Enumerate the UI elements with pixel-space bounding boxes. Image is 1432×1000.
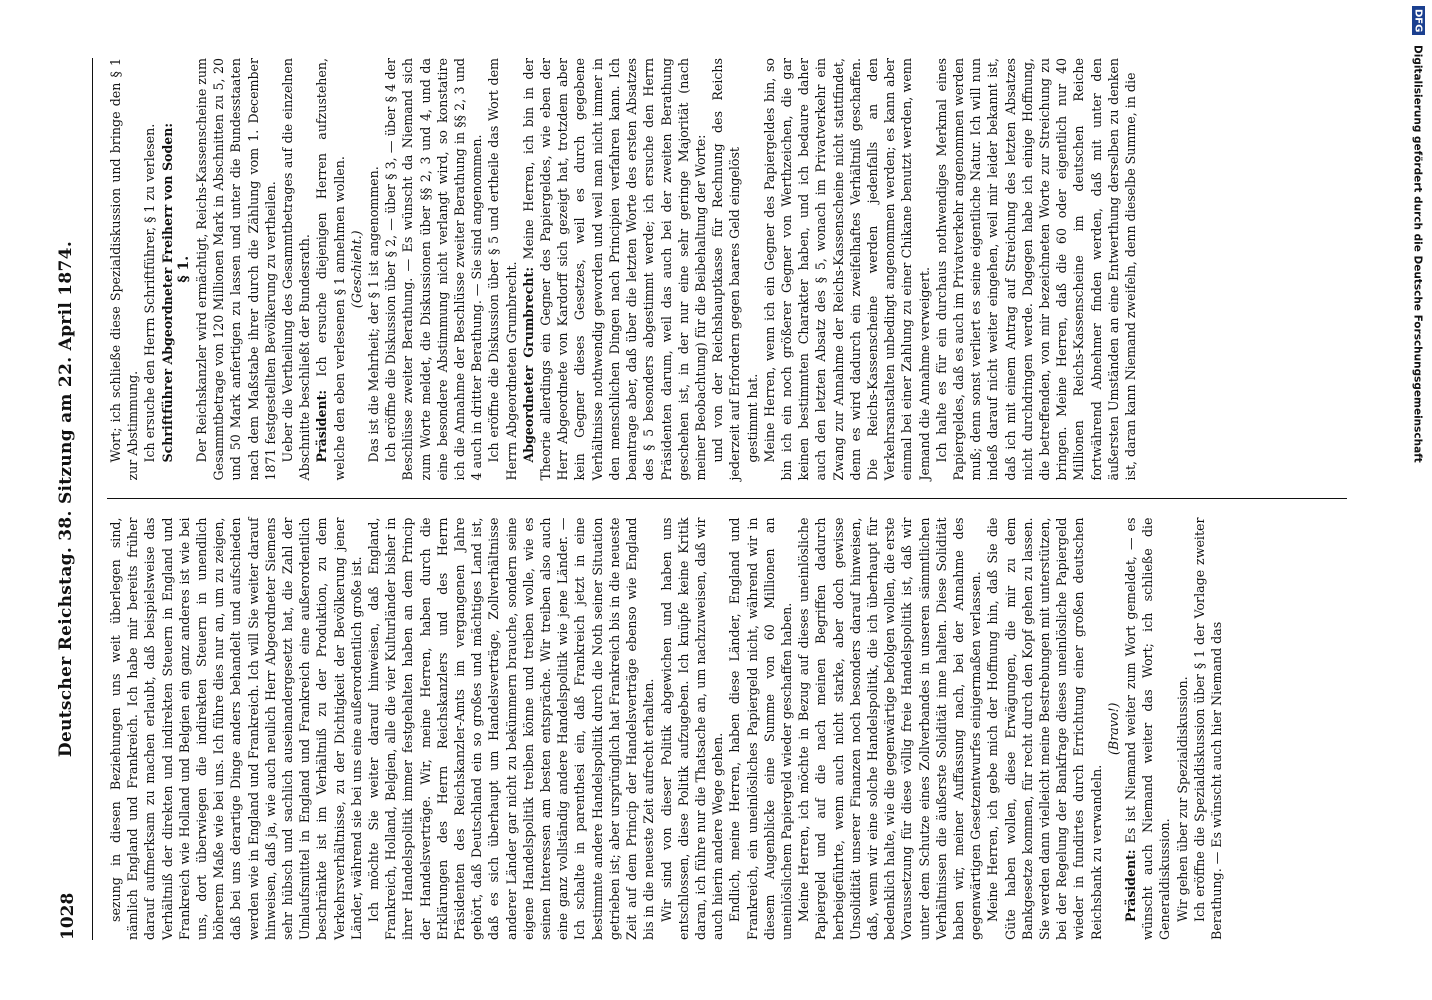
page-number: 1028 [58, 892, 78, 940]
speech-text: Ich ersuche diejenigen Herren aufzustehen, welche den eben verlesenen § 1 annehmen wollen. [314, 58, 347, 481]
body-paragraph: Wort; ich schließe diese Spezialdiskussion und bringe den § 1 zur Abstimmung. [108, 58, 141, 481]
speaker-paragraph [520, 58, 709, 481]
right-column [107, 58, 1347, 481]
running-title: Deutscher Reichstag. 38. Sitzung am 22. April 1874. [56, 240, 76, 758]
speaker-name: Präsident: [1122, 849, 1138, 922]
text-columns [107, 58, 1347, 940]
speaker-paragraph [159, 58, 176, 481]
body-paragraph: Ich halte es für ein durchaus nothwendiges Merkmal eines Papiergeldes, daß es auch im Privatverkehr angenommen werden muß; denn sonst verliert es seine eigentliche Natur. Ich will nun indeß darauf nicht weiter eingehen, weil mir leider bekannt ist, daß ich mit einem Antrag auf Streichung des letzten Absatzes nicht durchdringen werde. Dagegen habe ich einige Hoffnung, die betreffenden, von mir bezeichneten Worte zur Streichung zu bringen. Meine Herren, daß die 60 oder eigentlich nur 40 Millionen Reichs-Kassenscheine im deutschen Reiche fortwährend Abnehmer finden werden, daß mit unter den äußersten Umständen an eine Entwerthung derselben zu denken ist, daran kann Niemand zweifeln, denn dieselbe Summe, in die [933, 58, 1138, 481]
body-paragraph: Ich möchte Sie weiter darauf hinweisen, daß England, Frankreich, Holland, Belgien, alle die vier Kulturländer bisher in ihrer Handelspolitik immer festgehalten haben an dem Princip der Handelsverträge. Wir, meine Herren, haben durch die Erklärungen des Herrn Reichskanzlers und des Herrn Präsidenten des Reichskanzler-Amts im vergangenen Jahre gehört, daß Deutschland ein so großes und mächtiges Land ist, daß es sich überhaupt um Handelsverträge, Zollverhältnisse anderer Länder gar nicht zu bekümmern brauche, sondern seine eigene Handelspolitik treiben könne und treiben wolle, wie es seinen Interessen am besten entspräche. Wir treiben also auch eine ganz vollständig andere Handelspolitik wie jene Länder. — Ich schalte in parenthesi ein, daß Frankreich jetzt in eine bestimmte andere Handelspolitik durch die Noth seiner Situation getrieben ist; aber ursprünglich hat Frankreich bis in die neueste Zeit auf dem Princip der Handelsverträge ebenso wie England bis in die neueste Zeit aufrecht erhalten. [366, 517, 657, 940]
body-paragraph: Wir gehen über zur Spezialdiskussion. [1174, 676, 1190, 922]
body-paragraph: Ich eröffne die Diskussion über § 2, — über § 3, — über § 4 der Beschlüsse zweiter Berathung. — Es wünscht da Niemand sich zum Worte meldet, die Diskussionen über §§ 2, 3 und 4, und da eine besondere Abstimmung nicht verlangt wird, so konstatire ich die Annahme der Beschlüsse zweiter Berathung in §§ 2, 3 und 4 auch in dritter Berathung. — Sie sind angenommen. [383, 58, 485, 481]
speech-text: Es ist Niemand weiter zum Wort gemeldet, — es wünscht auch Niemand weiter das Wort; ich schließe die Generaldiskussion. [1122, 517, 1173, 940]
body-paragraph: Ich eröffne die Spezialdiskussion über § 1 der Vorlage zweiter Berathung. — Es wünscht auch hier Niemand das [1191, 517, 1224, 940]
interjection: (Bravo!) [1105, 702, 1121, 755]
left-column [107, 518, 1347, 941]
body-paragraph: Ich eröffne die Diskussion über § 5 und ertheile das Wort dem Herrn Abgeordneten Grumbrecht. [486, 58, 519, 481]
body-paragraph: Wir sind von dieser Politik abgewichen und haben uns entschlossen, diese Politik aufzugeben. Ich knüpfe keine Kritik daran, ich führe nur die Thatsache an, um nachzuweisen, daß wir auch hierin andere Wege gehen. [658, 517, 726, 940]
dfg-logo: DFG [1412, 6, 1425, 35]
speaker-paragraph [313, 58, 347, 481]
body-paragraph: Das ist die Mehrheit; der § 1 ist angenommen. [366, 166, 382, 463]
speaker-paragraph [1122, 518, 1174, 941]
speaker-name: Präsident: [314, 389, 330, 463]
speaker-name: Schriftführer Abgeordneter Freiherr von Soden: [159, 122, 175, 463]
body-paragraph: Ueber die Vertheilung des Gesammtbetrages auf die einzelnen Abschnitte beschließt der Bundesrath. [280, 58, 313, 481]
body-paragraph: Meine Herren, wenn ich ein Gegner des Papiergeldes bin, so bin ich ein noch größerer Gegner von Werthzeichen, die gar keinen bestimmten Charakter haben, und ich bedaure daher auch den letzten Absatz des § 5, wonach im Privatverkehr ein Zwang zur Annahme der Reichs-Kassenscheine nicht stattfindet, denn es wird dadurch ein zweifelhaftes Verhältniß geschaffen. Die Reichs-Kassenscheine werden jedenfalls an den Verkehrsanstalten unbedingt angenommen werden; es kann aber einmal bei einer Zahlung zu einer Chikane benutzt werden, wenn Jemand die Annahme verweigert. [761, 58, 932, 481]
section-mark: § 1. [175, 255, 192, 283]
stamp-text: Digitalisierung gefördert durch die Deutsche Forschungsgemeinschaft [1411, 45, 1424, 463]
speaker-name: Abgeordneter Grumbrecht: [520, 266, 536, 463]
body-paragraph: sezung in diesen Beziehungen uns weit überlegen sind, nämlich England und Frankreich. Ich habe mir bereits früher darauf aufmerksam zu machen erlaubt, daß beispielsweise das Verhältniß der direkten und indirekten Steuern in England und Frankreich wie Holland und Belgien ein ganz anderes ist wie bei uns, dort überwiegen die indirekten Steuern in unendlich höherem Maße wie bei uns. Ich führe dies nur an, um zu zeigen, daß bei uns derartige Dinge anders behandelt und aufschieden werden wie in England und Frankreich. Ich will Sie weiter darauf hinweisen, daß ja, wie auch neulich Herr Abgeordneter Siemens sehr hübsch und sachlich auseinandergesetzt hat, die Zahl der Umlaufsmittel in England und Frankreich eine außerordentlich beschränkte ist im Verhältniß zu der Produktion, zu dem Verkehrsverhältnisse, zu der Dichtigkeit der Bevölkerung jener Länder, während sie bei uns eine außerordentlich große ist. [108, 517, 364, 940]
body-paragraph: gestimmt hat. [744, 373, 760, 463]
digitization-stamp [1407, 6, 1429, 996]
body-paragraph: Endlich, meine Herren, haben diese Länder, England und Frankreich, ein uneinlösliches Papiergeld nicht, während wir in diesem Augenblicke eine Summe von 60 Millionen an uneinlöslichem Papiergeld wieder geschaffen haben. [727, 517, 794, 940]
body-paragraph: und von der Reichshauptkasse für Rechnung des Reichs jederzeit auf Erfordern gegen baares Geld eingelöst [710, 58, 743, 481]
page-header [52, 58, 93, 940]
body-paragraph: Der Reichskanzler wird ermächtigt, Reichs-Kassenscheine zum Gesammtbetrage von 120 Millionen Mark in Abschnitten zu 5, 20 und 50 Mark anfertigen zu lassen und unter die Bundesstaaten nach dem Maßstabe ihrer durch die Zählung vom 1. December 1871 festgestellten Bevölkerung zu vertheilen. [194, 58, 278, 481]
speech-text: Meine Herren, ich bin in der Theorie allerdings ein Gegner des Papiergeldes, wie eben der Herr Abgeordnete von Kardorff sich gezeigt hat, trotzdem aber kein Gegner dieses Gesetzes, weil es durch gegebene Verhältnisse nothwendig geworden und weil man nicht immer in den menschlichen Dingen nach Principien verfahren kann. Ich beantrage aber, daß über die letzten Worte des ersten Absatzes des § 5 besonders abgestimmt werde; ich ersuche den Herrn Präsidenten darum, weil das auch bei der zweiten Berathung geschehen ist, in der nur eine sehr geringe Majorität (nach meiner Beobachtung) für die Beibehaltung der Worte: [520, 58, 708, 481]
column-divider [107, 499, 1347, 500]
body-paragraph: Meine Herren, ich gebe mich der Hoffnung hin, daß Sie die Güte haben wollen, diese Erwägungen, die mir zu dem Bankgesetze kommen, für recht durch den Kopf gehen zu lassen. Sie werden dann vielleicht meine Bestrebungen mit unterstützen, bei der Regelung der Bankfrage dieses uneinlösliche Papiergeld wieder in fundirtes durch Errichtung einer großen deutschen Reichsbank zu verwandeln. [985, 517, 1104, 940]
body-paragraph: Meine Herren, ich möchte in Bezug auf dieses uneinlösliche Papiergeld und auf die nach meinen Begriffen dadurch herbeigeführte, wenn auch nicht starke, aber doch gewisse Unsolidität unserer Finanzen noch besonders darauf hinweisen, daß, wenn wir eine solche Handelspolitik, die ich überhaupt für bedenklich halte, wie die gegenwärtige befolgen wollen, die erste Voraussetzung für diese völlig freie Handelspolitik ist, daß wir unter dem Schutze eines Zollverbandes in unseren sämmtlichen Verhältnissen die äußerste Solidität inne halten. Diese Solidität haben wir, meiner Auffassung nach, bei der Annahme des gegenwärtigen Gesetzentwurfes einigermaßen verlassen. [796, 517, 984, 940]
body-paragraph: Ich ersuche den Herrn Schriftführer, § 1 zu verlesen. [142, 123, 158, 463]
interjection: (Geschieht.) [348, 230, 364, 309]
